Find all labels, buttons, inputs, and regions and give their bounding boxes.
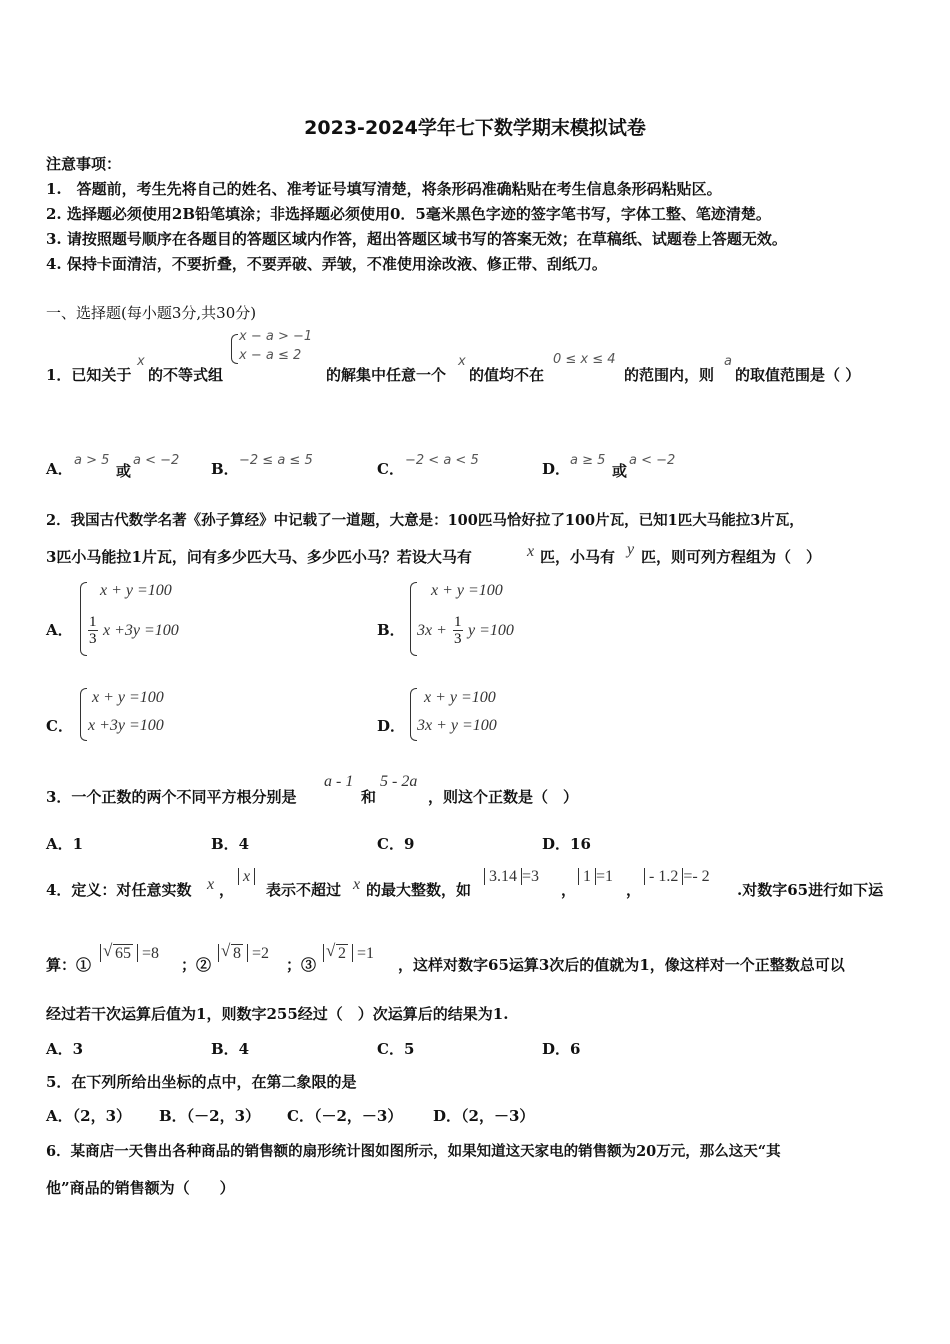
q4-stem: 表示不超过 (266, 881, 342, 899)
q4-stem: .对数字65进行如下运 (737, 881, 884, 899)
q1-stem-part: 的取值范围是（ ） (735, 366, 861, 384)
q1-stem-part: 的范围内，则 (624, 366, 715, 384)
q1-option-c-label[interactable]: C． (377, 460, 404, 478)
q2-option-b-brace (410, 582, 417, 656)
page-title: 2023-2024学年七下数学期末模拟试卷 (304, 117, 646, 139)
q4-option-a[interactable]: A．3 (46, 1040, 84, 1058)
q1-option-c-expr: −2 < a < 5 (405, 453, 479, 468)
q1-stem-part: 1．已知关于 (46, 366, 132, 384)
q2-option-a-fraction: $\frac{1}{3}$ (89, 614, 97, 647)
q5-stem: 5．在下列所给出坐标的点中，在第二象限的是 (46, 1073, 357, 1091)
q4-line-2: ，这样对数字65运算3次后的值就为1，像这样对一个正整数总可以 (398, 956, 845, 974)
q1-option-d-or: 或 (612, 462, 628, 480)
q1-option-d-label[interactable]: D． (542, 460, 571, 478)
q4-example-3: - 1.2 =- 2 (644, 868, 710, 886)
q3-stem: ，则这个正数是（ ） (428, 788, 579, 806)
q1-system-brace (231, 334, 238, 364)
q6-stem-line-1: 6．某商店一天售出各种商品的销售额的扇形统计图如图所示，如果知道这天家电的销售额为20万元，那么这天“其 (46, 1143, 781, 1160)
q4-line-2: 算：① (46, 956, 92, 974)
section-heading: 一、选择题(每小题3分,共30分) (46, 304, 257, 322)
notice-heading: 注意事项： (46, 155, 122, 173)
q4-stem: 的最大整数，如 (366, 881, 472, 899)
q4-floor-x: x (238, 868, 255, 886)
q4-line-2: ；② (181, 956, 212, 974)
q4-stem: 4．定义：对任意实数 (46, 881, 192, 899)
q3-option-d[interactable]: D．16 (542, 835, 591, 853)
q2-option-c-label[interactable]: C． (46, 717, 73, 735)
q2-option-b-label[interactable]: B． (377, 621, 405, 639)
q4-var-x: x (207, 876, 215, 893)
q4-line-3: 经过若干次运算后值为1，则数字255经过（ ）次运算后的结果为1. (46, 1005, 509, 1023)
q4-step-1: √ 65 =8 (100, 944, 159, 963)
q1-option-a-label[interactable]: A． (46, 460, 73, 478)
q4-example-2: 1 =1 (578, 868, 613, 886)
q3-option-a[interactable]: A．1 (46, 835, 84, 853)
q4-sep: ， (626, 881, 642, 899)
q1-inequality-1: x − a > −1 (239, 329, 313, 344)
q3-expr-1: a - 1 (324, 773, 354, 790)
q2-option-d-label[interactable]: D． (377, 717, 406, 735)
q1-stem-part: 的不等式组 (148, 366, 224, 384)
q2-stem-line-1: 2．我国古代数学名著《孙子算经》中记载了一道题，大意是：100匹马恰好拉了100片瓦，已知1匹大马能拉3片瓦， (46, 512, 804, 529)
q2-option-b-eq2: 3x + (417, 622, 447, 639)
q2-var-x: x (527, 543, 535, 560)
q2-stem-line-2: 3匹小马能拉1片瓦，问有多少匹大马、多少匹小马？若设大马有 (46, 548, 472, 566)
q1-option-a-or: 或 (116, 462, 132, 480)
q5-option-c[interactable]: C．（－2，－3） (287, 1107, 403, 1125)
q5-option-d[interactable]: D．（2，－3） (433, 1107, 535, 1125)
q4-step-2: √ 8 =2 (218, 944, 269, 963)
q1-stem-part: 的值均不在 (469, 366, 545, 384)
q4-option-b[interactable]: B．4 (211, 1040, 250, 1058)
q2-option-d-eq2: 3x + y =100 (417, 717, 497, 734)
q1-var-x: x (137, 354, 145, 369)
q2-option-d-eq1: x + y =100 (424, 689, 496, 706)
q5-option-a[interactable]: A．（2，3） (46, 1107, 132, 1125)
q5-option-b[interactable]: B．（－2，3） (159, 1107, 261, 1125)
q2-option-c-eq2: x +3y =100 (88, 717, 164, 734)
q4-comma: ， (219, 881, 235, 899)
q3-stem: 3．一个正数的两个不同平方根分别是 (46, 788, 297, 806)
q3-option-b[interactable]: B．4 (211, 835, 250, 853)
q2-option-a-brace (80, 582, 87, 656)
q6-stem-line-2: 他”商品的销售额为（ ） (46, 1179, 235, 1197)
q1-option-a-expr: a < −2 (133, 453, 180, 468)
q4-step-3: √ 2 =1 (323, 944, 374, 963)
q4-var-x: x (353, 876, 361, 893)
q2-option-b-eq2: y =100 (468, 622, 514, 639)
q1-option-d-expr: a ≥ 5 (570, 453, 606, 468)
q1-option-b-label[interactable]: B． (211, 460, 239, 478)
q2-option-d-brace (410, 688, 417, 741)
q2-stem-line-2: 匹，小马有 (540, 548, 616, 566)
q2-var-y: y (627, 541, 635, 558)
q2-option-a-eq1: x + y =100 (100, 582, 172, 599)
q3-expr-2: 5 - 2a (380, 773, 418, 790)
q4-option-d[interactable]: D．6 (542, 1040, 581, 1058)
q1-option-d-expr: a < −2 (629, 453, 676, 468)
q2-option-a-eq2: x +3y =100 (103, 622, 179, 639)
notice-item-2: 2. 选择题必须使用2B铅笔填涂；非选择题必须使用0．5毫米黑色字迹的签字笔书写，字体工整、笔迹清楚。 (46, 205, 771, 223)
notice-item-3: 3. 请按照题号顺序在各题目的答题区域内作答，超出答题区域书写的答案无效；在草稿纸、试题卷上答题无效。 (46, 230, 787, 248)
q4-option-c[interactable]: C．5 (377, 1040, 415, 1058)
q4-example-1: 3.14 =3 (484, 868, 539, 886)
q2-stem-line-2: 匹，则可列方程组为（ ） (641, 548, 822, 566)
q1-range: 0 ≤ x ≤ 4 (553, 352, 616, 367)
q3-option-c[interactable]: C．9 (377, 835, 415, 853)
q2-option-b-fraction: $\frac{1}{3}$ (454, 614, 462, 647)
q1-inequality-2: x − a ≤ 2 (239, 348, 302, 363)
q1-option-a-expr: a > 5 (74, 453, 110, 468)
q1-var-a: a (724, 354, 732, 369)
q4-sep: ， (561, 881, 577, 899)
q1-option-b-expr: −2 ≤ a ≤ 5 (239, 453, 313, 468)
q3-and: 和 (361, 788, 377, 806)
q2-option-a-label[interactable]: A． (46, 621, 73, 639)
notice-item-1: 1. 答题前，考生先将自己的姓名、准考证号填写清楚，将条形码准确粘贴在考生信息条形码粘贴区。 (46, 180, 722, 198)
q1-var-x: x (458, 354, 466, 369)
q2-option-b-eq1: x + y =100 (431, 582, 503, 599)
q1-stem-part: 的解集中任意一个 (326, 366, 447, 384)
q2-option-c-eq1: x + y =100 (92, 689, 164, 706)
q4-line-2: ；③ (286, 956, 317, 974)
q2-option-c-brace (80, 688, 87, 741)
notice-item-4: 4. 保持卡面清洁，不要折叠，不要弄破、弄皱，不准使用涂改液、修正带、刮纸刀。 (46, 255, 607, 273)
